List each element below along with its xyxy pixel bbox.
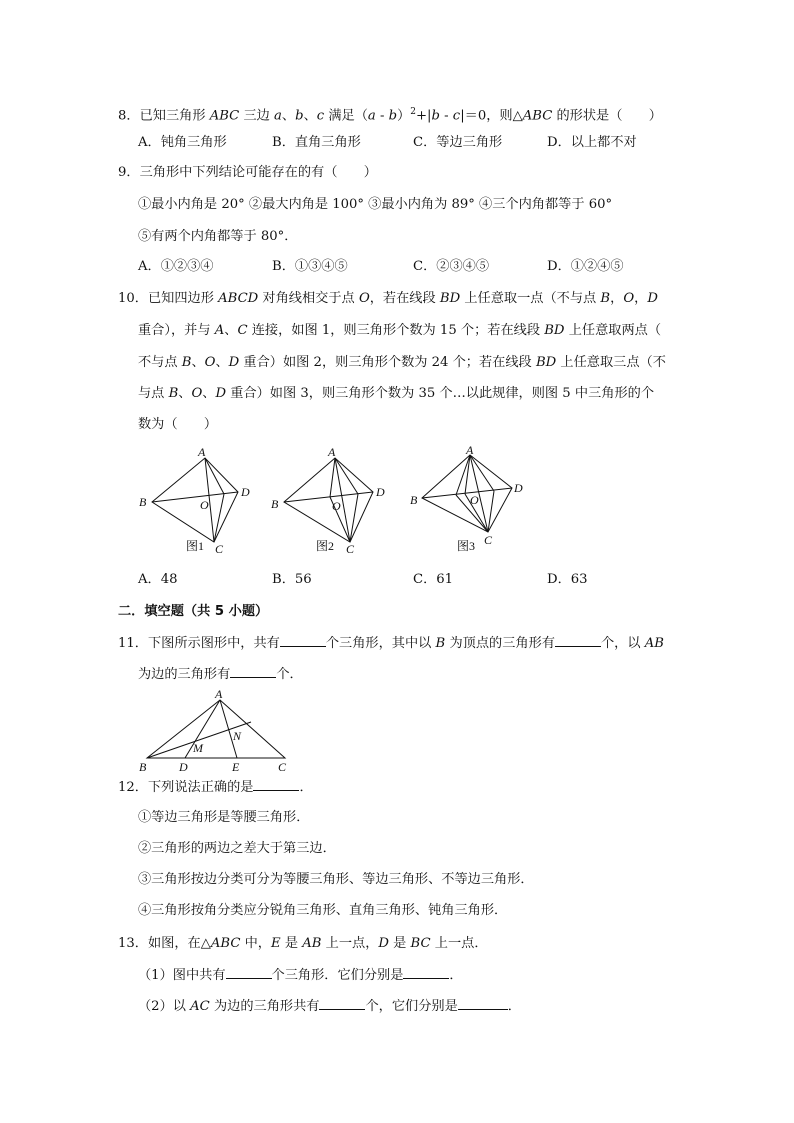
fig3-label-d: D (514, 481, 523, 495)
q10-option-b: B．56 (272, 572, 312, 587)
q13-stem: 13．如图，在△ABC 中，E 是 AB 上一点，D 是 BC 上一点． (118, 936, 488, 951)
q11-line2: 为边的三角形有 个． (138, 667, 303, 682)
q13-blank-3 (319, 997, 365, 1010)
q10-option-d: D．63 (547, 572, 588, 587)
q9-choices-line2: ⑤有两个内角都等于 80°． (138, 229, 298, 244)
fig2-caption: 图2 (316, 539, 335, 553)
q11-triangle (147, 700, 285, 758)
q8-option-b: B．直角三角形 (272, 135, 361, 150)
fig3-label-a: A (466, 443, 474, 457)
q11-blank-2 (555, 634, 601, 647)
q11-blank-3 (230, 665, 276, 678)
q11-label-m: M (193, 741, 203, 755)
q10-line2: 重合），并与 A、C 连接，如图 1，则三角形个数为 15 个；若在线段 BD 上任意取两点（ (138, 323, 662, 338)
fig1-label-d: D (241, 485, 250, 499)
q10-line1: 10．已知四边形 ABCD 对角线相交于点 O，若在线段 BD 上任意取一点（不与点 B，O，D (118, 291, 658, 306)
fig1-label-o: O (200, 498, 209, 512)
q12-item-3: ③三角形按边分类可分为等腰三角形、等边三角形、不等边三角形． (138, 872, 534, 887)
fig1-caption: 图1 (186, 539, 205, 553)
q11-label-n: N (233, 729, 242, 743)
q9-option-c: C．②③④⑤ (413, 259, 490, 274)
q12-item-2: ②三角形的两边之差大于第三边． (138, 841, 336, 856)
fig1-label-c: C (215, 542, 224, 556)
q9-option-a: A．①②③④ (138, 259, 214, 274)
q11-label-e: E (232, 760, 240, 774)
q8-option-c: C．等边三角形 (413, 135, 503, 150)
q9-option-b: B．①③④⑤ (272, 259, 348, 274)
q13-blank-2 (403, 966, 449, 979)
q10-line5: 数为（ ） (138, 417, 218, 432)
q10-line4: 与点 B、O、D 重合）如图 3，则三角形个数为 35 个…以此规律，则图 5 中三角形的个 (138, 386, 655, 401)
q8-option-a: A．钝角三角形 (138, 135, 227, 150)
q11-blank-1 (280, 634, 326, 647)
q11-label-a: A (215, 687, 223, 701)
q12-stem: 12．下列说法正确的是 ． (118, 780, 313, 795)
fig2-label-o: O (332, 499, 341, 513)
q9-stem: 9．三角形中下列结论可能存在的有（ ） (118, 165, 377, 180)
q12-blank (253, 778, 299, 791)
q11-label-b: B (139, 760, 147, 774)
q13-sub1: （1）图中共有 个三角形．它们分别是 ． (138, 968, 463, 983)
q9-option-d: D．①②④⑤ (547, 259, 624, 274)
q12-item-4: ④三角形按角分类应分锐角三角形、直角三角形、钝角三角形． (138, 903, 508, 918)
fig1-label-b: B (139, 495, 147, 509)
q10-figures (130, 440, 550, 570)
q10-option-a: A．48 (138, 572, 178, 587)
fig3-label-o: O (470, 493, 479, 507)
q13-blank-4 (458, 997, 508, 1010)
q9-choices-line1: ①最小内角是 20° ②最大内角是 100° ③最小内角为 89° ④三个内角都等于 60° (138, 197, 613, 212)
q12-item-1: ①等边三角形是等腰三角形． (138, 810, 310, 825)
fig3-label-b: B (410, 493, 418, 507)
q13-blank-1 (226, 966, 272, 979)
fig1-label-a: A (198, 445, 206, 459)
fig2-label-c: C (346, 542, 355, 556)
q8-stem: 8．已知三角形 ABC 三边 a、b、c 满足（a - b）$^2$+|b - c|＝0，则△ABC 的形状是（ ） (118, 107, 662, 124)
fig2-label-a: A (328, 445, 336, 459)
q11-label-d: D (179, 760, 188, 774)
q8-option-d: D．以上都不对 (547, 135, 637, 150)
q11-line1: 11．下图所示图形中，共有 个三角形，其中以 B 为顶点的三角形有 个，以 AB (118, 636, 664, 651)
fig3-label-c: C (484, 533, 493, 547)
fig2-label-d: D (376, 485, 385, 499)
q10-line3: 不与点 B、O、D 重合）如图 2，则三角形个数为 24 个；若在线段 BD 上任意取三点（不 (138, 355, 666, 370)
q13-sub2: （2）以 AC 为边的三角形共有 个，它们分别是 ． (138, 999, 521, 1014)
fig2-label-b: B (271, 497, 279, 511)
fig3-caption: 图3 (457, 539, 476, 553)
q11-figure (135, 686, 295, 776)
q10-option-c: C．61 (413, 572, 454, 587)
section-title: 二．填空题（共 5 小题） (118, 604, 269, 619)
q11-label-c: C (278, 760, 287, 774)
